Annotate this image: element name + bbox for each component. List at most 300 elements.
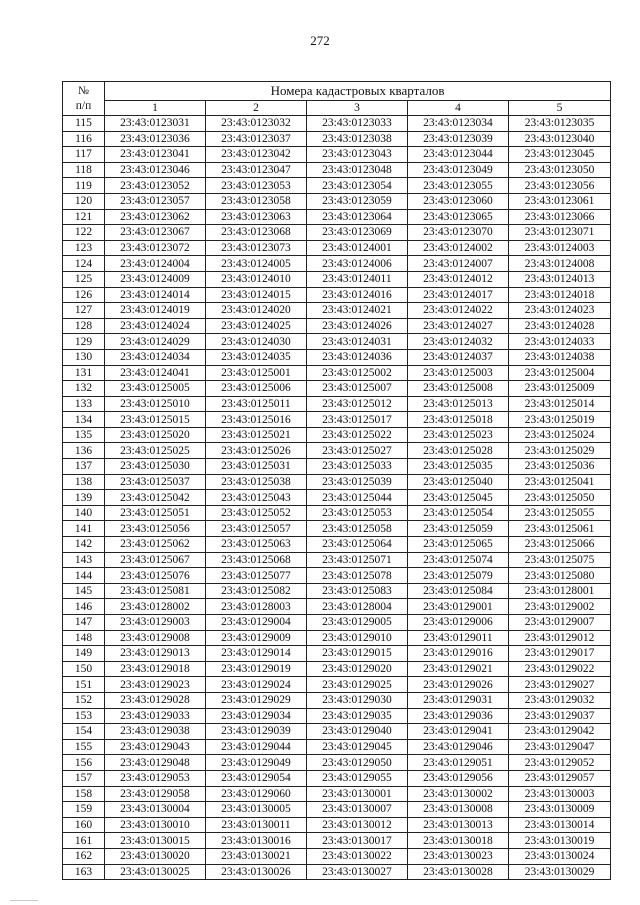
cadastral-number-cell: 23:43:0128002 <box>105 599 206 615</box>
table-row <box>63 724 611 740</box>
row-index-cell: 158 <box>63 786 105 802</box>
cadastral-number-cell: 23:43:0124008 <box>509 256 611 272</box>
cadastral-number-cell: 23:43:0124023 <box>509 303 611 319</box>
cadastral-number-cell: 23:43:0125007 <box>307 381 408 397</box>
scan-artifact-line <box>10 900 38 901</box>
cadastral-number-cell: 23:43:0123035 <box>509 116 611 132</box>
cadastral-number-cell: 23:43:0125003 <box>408 365 509 381</box>
cadastral-number-cell: 23:43:0125051 <box>105 505 206 521</box>
table-row <box>63 303 611 319</box>
cadastral-number-cell: 23:43:0130011 <box>206 817 307 833</box>
cadastral-number-cell: 23:43:0125027 <box>307 443 408 459</box>
cadastral-number-cell: 23:43:0123033 <box>307 116 408 132</box>
column-number: 3 <box>307 101 408 116</box>
cadastral-number-cell: 23:43:0130022 <box>307 848 408 864</box>
row-index-cell: 138 <box>63 474 105 490</box>
cadastral-number-cell: 23:43:0123037 <box>206 131 307 147</box>
cadastral-number-cell: 23:43:0125065 <box>408 537 509 553</box>
cadastral-number-cell: 23:43:0129025 <box>307 677 408 693</box>
cadastral-number-cell: 23:43:0123038 <box>307 131 408 147</box>
cadastral-number-cell: 23:43:0124036 <box>307 349 408 365</box>
cadastral-number-cell: 23:43:0129058 <box>105 786 206 802</box>
cadastral-number-cell: 23:43:0123054 <box>307 178 408 194</box>
cadastral-number-cell: 23:43:0123042 <box>206 147 307 163</box>
table-row <box>63 271 611 287</box>
cadastral-number-cell: 23:43:0125041 <box>509 474 611 490</box>
cadastral-number-cell: 23:43:0130017 <box>307 833 408 849</box>
cadastral-number-cell: 23:43:0123053 <box>206 178 307 194</box>
table-row <box>63 365 611 381</box>
cadastral-number-cell: 23:43:0125014 <box>509 396 611 412</box>
cadastral-number-cell: 23:43:0129053 <box>105 770 206 786</box>
cadastral-number-cell: 23:43:0124034 <box>105 349 206 365</box>
cadastral-number-cell: 23:43:0125058 <box>307 521 408 537</box>
cadastral-number-cell: 23:43:0125031 <box>206 459 307 475</box>
cadastral-number-cell: 23:43:0129008 <box>105 630 206 646</box>
row-index-cell: 136 <box>63 443 105 459</box>
cadastral-number-cell: 23:43:0123058 <box>206 193 307 209</box>
table-row <box>63 240 611 256</box>
cadastral-number-cell: 23:43:0123032 <box>206 116 307 132</box>
cadastral-number-cell: 23:43:0125009 <box>509 381 611 397</box>
table-row <box>63 864 611 880</box>
table-row <box>63 147 611 163</box>
row-index-cell: 131 <box>63 365 105 381</box>
cadastral-number-cell: 23:43:0123045 <box>509 147 611 163</box>
cadastral-number-cell: 23:43:0124013 <box>509 271 611 287</box>
cadastral-number-cell: 23:43:0130001 <box>307 786 408 802</box>
cadastral-number-cell: 23:43:0125012 <box>307 396 408 412</box>
cadastral-number-cell: 23:43:0125074 <box>408 552 509 568</box>
cadastral-number-cell: 23:43:0130004 <box>105 802 206 818</box>
index-header-line-1: № <box>78 84 89 97</box>
cadastral-number-cell: 23:43:0125082 <box>206 583 307 599</box>
cadastral-number-cell: 23:43:0130005 <box>206 802 307 818</box>
cadastral-number-cell: 23:43:0129010 <box>307 630 408 646</box>
cadastral-number-cell: 23:43:0125055 <box>509 505 611 521</box>
row-index-cell: 124 <box>63 256 105 272</box>
cadastral-number-cell: 23:43:0124033 <box>509 334 611 350</box>
cadastral-number-cell: 23:43:0125083 <box>307 583 408 599</box>
cadastral-number-cell: 23:43:0124014 <box>105 287 206 303</box>
cadastral-number-cell: 23:43:0123062 <box>105 209 206 225</box>
cadastral-number-cell: 23:43:0124001 <box>307 240 408 256</box>
cadastral-number-cell: 23:43:0129024 <box>206 677 307 693</box>
cadastral-number-cell: 23:43:0129009 <box>206 630 307 646</box>
cadastral-number-cell: 23:43:0124025 <box>206 318 307 334</box>
table-row <box>63 427 611 443</box>
cadastral-number-cell: 23:43:0129033 <box>105 708 206 724</box>
table-row <box>63 646 611 662</box>
cadastral-number-cell: 23:43:0130013 <box>408 817 509 833</box>
cadastral-number-cell: 23:43:0129017 <box>509 646 611 662</box>
row-index-cell: 160 <box>63 817 105 833</box>
cadastral-number-cell: 23:43:0125080 <box>509 568 611 584</box>
row-index-cell: 120 <box>63 193 105 209</box>
cadastral-number-cell: 23:43:0123071 <box>509 225 611 241</box>
cadastral-number-cell: 23:43:0129021 <box>408 661 509 677</box>
row-index-cell: 154 <box>63 724 105 740</box>
cadastral-number-cell: 23:43:0129057 <box>509 770 611 786</box>
cadastral-number-cell: 23:43:0123046 <box>105 162 206 178</box>
cadastral-number-cell: 23:43:0130003 <box>509 786 611 802</box>
table-row <box>63 131 611 147</box>
cadastral-number-cell: 23:43:0124028 <box>509 318 611 334</box>
cadastral-number-cell: 23:43:0124027 <box>408 318 509 334</box>
cadastral-number-cell: 23:43:0123064 <box>307 209 408 225</box>
column-number: 2 <box>206 101 307 116</box>
column-number: 4 <box>408 101 509 116</box>
cadastral-number-cell: 23:43:0124012 <box>408 271 509 287</box>
row-index-cell: 130 <box>63 349 105 365</box>
column-number: 5 <box>509 101 611 116</box>
cadastral-number-cell: 23:43:0125077 <box>206 568 307 584</box>
row-index-cell: 116 <box>63 131 105 147</box>
cadastral-number-cell: 23:43:0129011 <box>408 630 509 646</box>
cadastral-number-cell: 23:43:0130008 <box>408 802 509 818</box>
cadastral-number-cell: 23:43:0129001 <box>408 599 509 615</box>
cadastral-number-cell: 23:43:0129012 <box>509 630 611 646</box>
table-row <box>63 708 611 724</box>
cadastral-number-cell: 23:43:0129007 <box>509 615 611 631</box>
cadastral-number-cell: 23:43:0125017 <box>307 412 408 428</box>
cadastral-number-cell: 23:43:0129026 <box>408 677 509 693</box>
row-index-cell: 161 <box>63 833 105 849</box>
table-row <box>63 287 611 303</box>
cadastral-number-cell: 23:43:0125030 <box>105 459 206 475</box>
row-index-cell: 139 <box>63 490 105 506</box>
cadastral-number-cell: 23:43:0125081 <box>105 583 206 599</box>
page-number: 272 <box>310 33 330 48</box>
cadastral-number-cell: 23:43:0129022 <box>509 661 611 677</box>
cadastral-number-cell: 23:43:0125040 <box>408 474 509 490</box>
row-index-cell: 145 <box>63 583 105 599</box>
cadastral-number-cell: 23:43:0130014 <box>509 817 611 833</box>
row-index-cell: 135 <box>63 427 105 443</box>
cadastral-number-cell: 23:43:0125036 <box>509 459 611 475</box>
cadastral-number-cell: 23:43:0124026 <box>307 318 408 334</box>
index-column-header <box>63 82 105 116</box>
cadastral-number-cell: 23:43:0129005 <box>307 615 408 631</box>
cadastral-number-cell: 23:43:0125002 <box>307 365 408 381</box>
table-row <box>63 537 611 553</box>
cadastral-number-cell: 23:43:0129014 <box>206 646 307 662</box>
cadastral-number-cell: 23:43:0123052 <box>105 178 206 194</box>
cadastral-number-cell: 23:43:0129016 <box>408 646 509 662</box>
table-row <box>63 349 611 365</box>
cadastral-number-cell: 23:43:0124024 <box>105 318 206 334</box>
table-row <box>63 521 611 537</box>
row-index-cell: 149 <box>63 646 105 662</box>
cadastral-number-cell: 23:43:0125019 <box>509 412 611 428</box>
cadastral-number-cell: 23:43:0129039 <box>206 724 307 740</box>
cadastral-number-cell: 23:43:0124003 <box>509 240 611 256</box>
cadastral-number-cell: 23:43:0129049 <box>206 755 307 771</box>
row-index-cell: 140 <box>63 505 105 521</box>
cadastral-number-cell: 23:43:0123060 <box>408 193 509 209</box>
cadastral-number-cell: 23:43:0130028 <box>408 864 509 880</box>
cadastral-number-cell: 23:43:0130025 <box>105 864 206 880</box>
cadastral-number-cell: 23:43:0124021 <box>307 303 408 319</box>
cadastral-number-cell: 23:43:0129031 <box>408 692 509 708</box>
cadastral-number-cell: 23:43:0124009 <box>105 271 206 287</box>
cadastral-number-cell: 23:43:0124004 <box>105 256 206 272</box>
cadastral-number-cell: 23:43:0125016 <box>206 412 307 428</box>
row-index-cell: 115 <box>63 116 105 132</box>
cadastral-number-cell: 23:43:0123072 <box>105 240 206 256</box>
row-index-cell: 143 <box>63 552 105 568</box>
table-row <box>63 162 611 178</box>
cadastral-number-cell: 23:43:0130012 <box>307 817 408 833</box>
cadastral-number-cell: 23:43:0123070 <box>408 225 509 241</box>
cadastral-number-cell: 23:43:0130018 <box>408 833 509 849</box>
cadastral-number-cell: 23:43:0125011 <box>206 396 307 412</box>
cadastral-number-cell: 23:43:0125066 <box>509 537 611 553</box>
cadastral-number-cell: 23:43:0130027 <box>307 864 408 880</box>
cadastral-number-cell: 23:43:0129037 <box>509 708 611 724</box>
cadastral-number-cell: 23:43:0128003 <box>206 599 307 615</box>
row-index-cell: 152 <box>63 692 105 708</box>
cadastral-number-cell: 23:43:0123047 <box>206 162 307 178</box>
row-index-cell: 132 <box>63 381 105 397</box>
row-index-cell: 147 <box>63 615 105 631</box>
cadastral-number-cell: 23:43:0125063 <box>206 537 307 553</box>
cadastral-number-cell: 23:43:0124032 <box>408 334 509 350</box>
cadastral-number-cell: 23:43:0125021 <box>206 427 307 443</box>
cadastral-number-cell: 23:43:0124015 <box>206 287 307 303</box>
table-row <box>63 817 611 833</box>
cadastral-number-cell: 23:43:0123061 <box>509 193 611 209</box>
cadastral-number-cell: 23:43:0129034 <box>206 708 307 724</box>
row-index-cell: 142 <box>63 537 105 553</box>
cadastral-number-cell: 23:43:0125064 <box>307 537 408 553</box>
cadastral-number-cell: 23:43:0130019 <box>509 833 611 849</box>
cadastral-number-cell: 23:43:0125056 <box>105 521 206 537</box>
cadastral-number-cell: 23:43:0130007 <box>307 802 408 818</box>
cadastral-number-cell: 23:43:0123056 <box>509 178 611 194</box>
table-row <box>63 599 611 615</box>
cadastral-number-cell: 23:43:0125004 <box>509 365 611 381</box>
cadastral-number-cell: 23:43:0123073 <box>206 240 307 256</box>
cadastral-number-cell: 23:43:0123044 <box>408 147 509 163</box>
row-index-cell: 133 <box>63 396 105 412</box>
cadastral-number-cell: 23:43:0123057 <box>105 193 206 209</box>
cadastral-number-cell: 23:43:0123043 <box>307 147 408 163</box>
cadastral-number-cell: 23:43:0124020 <box>206 303 307 319</box>
table-row <box>63 692 611 708</box>
index-header-line-2: п/п <box>75 99 92 112</box>
cadastral-number-cell: 23:43:0129038 <box>105 724 206 740</box>
table-row <box>63 193 611 209</box>
row-index-cell: 162 <box>63 848 105 864</box>
table-row <box>63 568 611 584</box>
cadastral-number-cell: 23:43:0130020 <box>105 848 206 864</box>
cadastral-number-cell: 23:43:0123055 <box>408 178 509 194</box>
cadastral-number-cell: 23:43:0129051 <box>408 755 509 771</box>
cadastral-number-cell: 23:43:0129004 <box>206 615 307 631</box>
row-index-cell: 134 <box>63 412 105 428</box>
cadastral-number-cell: 23:43:0129045 <box>307 739 408 755</box>
table-row <box>63 677 611 693</box>
cadastral-number-cell: 23:43:0129023 <box>105 677 206 693</box>
table-row <box>63 786 611 802</box>
cadastral-number-cell: 23:43:0130010 <box>105 817 206 833</box>
cadastral-number-cell: 23:43:0125045 <box>408 490 509 506</box>
table-row <box>63 833 611 849</box>
cadastral-number-cell: 23:43:0129029 <box>206 692 307 708</box>
cadastral-number-cell: 23:43:0129056 <box>408 770 509 786</box>
table-row <box>63 443 611 459</box>
table-header <box>63 82 611 116</box>
row-index-cell: 126 <box>63 287 105 303</box>
table-row <box>63 256 611 272</box>
cadastral-number-cell: 23:43:0129003 <box>105 615 206 631</box>
row-index-cell: 117 <box>63 147 105 163</box>
cadastral-number-cell: 23:43:0124011 <box>307 271 408 287</box>
table-row <box>63 474 611 490</box>
cadastral-number-cell: 23:43:0129018 <box>105 661 206 677</box>
cadastral-number-cell: 23:43:0125024 <box>509 427 611 443</box>
table-row <box>63 178 611 194</box>
cadastral-number-cell: 23:43:0125020 <box>105 427 206 443</box>
cadastral-number-cell: 23:43:0124016 <box>307 287 408 303</box>
cadastral-number-cell: 23:43:0125057 <box>206 521 307 537</box>
cadastral-number-cell: 23:43:0123036 <box>105 131 206 147</box>
cadastral-number-cell: 23:43:0125044 <box>307 490 408 506</box>
cadastral-number-cell: 23:43:0124029 <box>105 334 206 350</box>
cadastral-number-cell: 23:43:0125037 <box>105 474 206 490</box>
table-row <box>63 848 611 864</box>
cadastral-number-cell: 23:43:0128004 <box>307 599 408 615</box>
row-index-cell: 151 <box>63 677 105 693</box>
cadastral-number-cell: 23:43:0130009 <box>509 802 611 818</box>
cadastral-number-cell: 23:43:0125038 <box>206 474 307 490</box>
row-index-cell: 148 <box>63 630 105 646</box>
cadastral-number-cell: 23:43:0125013 <box>408 396 509 412</box>
cadastral-number-cell: 23:43:0125050 <box>509 490 611 506</box>
cadastral-number-cell: 23:43:0129060 <box>206 786 307 802</box>
cadastral-number-cell: 23:43:0124007 <box>408 256 509 272</box>
cadastral-number-cell: 23:43:0123048 <box>307 162 408 178</box>
cadastral-number-cell: 23:43:0124035 <box>206 349 307 365</box>
cadastral-number-cell: 23:43:0125025 <box>105 443 206 459</box>
cadastral-number-cell: 23:43:0123068 <box>206 225 307 241</box>
cadastral-table <box>62 81 611 880</box>
cadastral-number-cell: 23:43:0125043 <box>206 490 307 506</box>
cadastral-number-cell: 23:43:0125059 <box>408 521 509 537</box>
cadastral-number-cell: 23:43:0124019 <box>105 303 206 319</box>
row-index-cell: 122 <box>63 225 105 241</box>
cadastral-number-cell: 23:43:0125035 <box>408 459 509 475</box>
table-row <box>63 755 611 771</box>
cadastral-number-cell: 23:43:0129052 <box>509 755 611 771</box>
cadastral-number-cell: 23:43:0123034 <box>408 116 509 132</box>
cadastral-number-cell: 23:43:0129044 <box>206 739 307 755</box>
table-row <box>63 396 611 412</box>
cadastral-number-cell: 23:43:0124006 <box>307 256 408 272</box>
cadastral-number-cell: 23:43:0129006 <box>408 615 509 631</box>
cadastral-number-cell: 23:43:0125079 <box>408 568 509 584</box>
cadastral-number-cell: 23:43:0130015 <box>105 833 206 849</box>
cadastral-number-cell: 23:43:0125075 <box>509 552 611 568</box>
table-row <box>63 630 611 646</box>
cadastral-number-cell: 23:43:0125029 <box>509 443 611 459</box>
cadastral-number-cell: 23:43:0124037 <box>408 349 509 365</box>
cadastral-number-cell: 23:43:0123066 <box>509 209 611 225</box>
cadastral-number-cell: 23:43:0125028 <box>408 443 509 459</box>
table-row <box>63 739 611 755</box>
cadastral-number-cell: 23:43:0125008 <box>408 381 509 397</box>
row-index-cell: 118 <box>63 162 105 178</box>
table-row <box>63 490 611 506</box>
row-index-cell: 119 <box>63 178 105 194</box>
cadastral-number-cell: 23:43:0129020 <box>307 661 408 677</box>
cadastral-number-cell: 23:43:0129048 <box>105 755 206 771</box>
table-body <box>63 116 611 880</box>
cadastral-number-cell: 23:43:0129027 <box>509 677 611 693</box>
cadastral-number-cell: 23:43:0130021 <box>206 848 307 864</box>
cadastral-number-cell: 23:43:0125010 <box>105 396 206 412</box>
cadastral-number-cell: 23:43:0125033 <box>307 459 408 475</box>
cadastral-number-cell: 23:43:0129032 <box>509 692 611 708</box>
cadastral-number-cell: 23:43:0128001 <box>509 583 611 599</box>
cadastral-number-cell: 23:43:0125053 <box>307 505 408 521</box>
row-index-cell: 127 <box>63 303 105 319</box>
row-index-cell: 150 <box>63 661 105 677</box>
cadastral-number-cell: 23:43:0124030 <box>206 334 307 350</box>
cadastral-number-cell: 23:43:0129002 <box>509 599 611 615</box>
table-row <box>63 583 611 599</box>
cadastral-number-cell: 23:43:0124005 <box>206 256 307 272</box>
cadastral-number-cell: 23:43:0129047 <box>509 739 611 755</box>
table-row <box>63 459 611 475</box>
cadastral-number-cell: 23:43:0125026 <box>206 443 307 459</box>
table-row <box>63 505 611 521</box>
cadastral-number-cell: 23:43:0125062 <box>105 537 206 553</box>
table-row <box>63 225 611 241</box>
cadastral-number-cell: 23:43:0125018 <box>408 412 509 428</box>
cadastral-number-cell: 23:43:0124002 <box>408 240 509 256</box>
table-row <box>63 412 611 428</box>
cadastral-number-cell: 23:43:0129035 <box>307 708 408 724</box>
table-row <box>63 381 611 397</box>
table-row <box>63 209 611 225</box>
row-index-cell: 125 <box>63 271 105 287</box>
cadastral-number-cell: 23:43:0130026 <box>206 864 307 880</box>
cadastral-number-cell: 23:43:0123065 <box>408 209 509 225</box>
cadastral-number-cell: 23:43:0125071 <box>307 552 408 568</box>
cadastral-number-cell: 23:43:0124038 <box>509 349 611 365</box>
row-index-cell: 153 <box>63 708 105 724</box>
cadastral-number-cell: 23:43:0125084 <box>408 583 509 599</box>
cadastral-number-cell: 23:43:0125023 <box>408 427 509 443</box>
row-index-cell: 128 <box>63 318 105 334</box>
table-row <box>63 318 611 334</box>
row-index-cell: 141 <box>63 521 105 537</box>
cadastral-number-cell: 23:43:0125054 <box>408 505 509 521</box>
cadastral-number-cell: 23:43:0123031 <box>105 116 206 132</box>
row-index-cell: 144 <box>63 568 105 584</box>
cadastral-number-cell: 23:43:0125078 <box>307 568 408 584</box>
cadastral-number-cell: 23:43:0125005 <box>105 381 206 397</box>
table-row <box>63 802 611 818</box>
cadastral-number-cell: 23:43:0129040 <box>307 724 408 740</box>
cadastral-number-cell: 23:43:0129050 <box>307 755 408 771</box>
row-index-cell: 157 <box>63 770 105 786</box>
row-index-cell: 146 <box>63 599 105 615</box>
table-title: Номера кадастровых кварталов <box>105 82 611 101</box>
row-index-cell: 159 <box>63 802 105 818</box>
